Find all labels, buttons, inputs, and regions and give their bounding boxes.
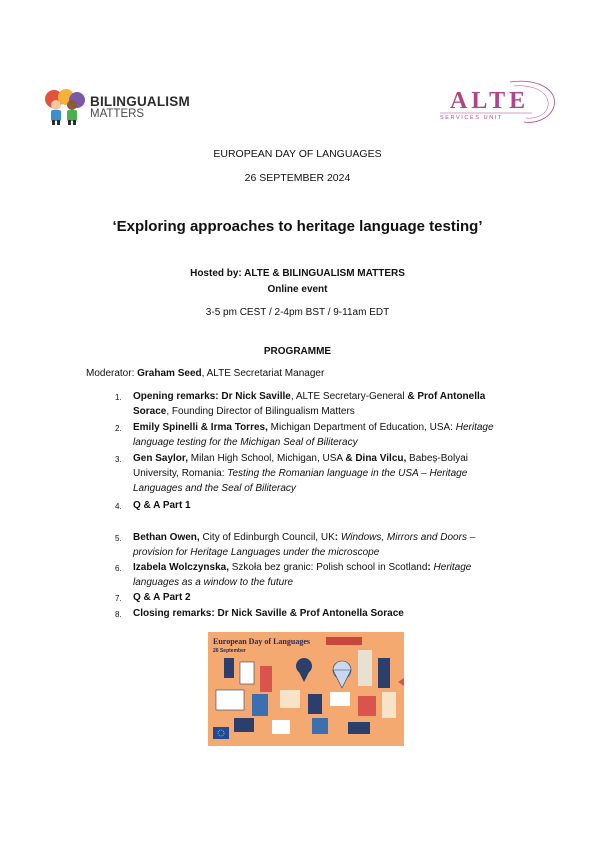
talk-title: languages as a window to the future	[133, 577, 294, 588]
moderator-name: Graham Seed	[137, 368, 202, 379]
speaker-name: Emily Spinelli & Irma Torres,	[133, 422, 268, 433]
banner-title: European Day of Languages	[213, 637, 310, 646]
banner-date: 26 September	[213, 648, 246, 654]
moderator-line	[86, 368, 324, 379]
event-times: 3-5 pm CEST / 2-4pm BST / 9-11am EDT	[205, 307, 390, 318]
european-day-of-languages-banner	[208, 632, 404, 746]
item-number: 3.	[115, 455, 122, 464]
talk-title: language testing for the Michigan Seal of Biliteracy	[133, 437, 358, 448]
speaker-affiliation: Michigan Department of Education, USA:	[267, 422, 456, 433]
talk-title: Windows, Mirrors and Doors –	[338, 532, 476, 543]
programme-heading: PROGRAMME	[263, 346, 332, 357]
event-type: Online event	[267, 284, 328, 295]
banner-illustration	[208, 632, 404, 746]
speaker-affiliation: City of Edinburgh Council, UK	[199, 532, 335, 543]
alte-logo-subtitle: SERVICES UNIT	[440, 115, 503, 121]
speaker-affiliation: University, Romania:	[133, 468, 228, 479]
speaker-name: Opening remarks: Dr Nick Saville	[133, 391, 291, 402]
item-number: 4.	[115, 502, 122, 511]
item-number: 8.	[115, 610, 122, 619]
session-title: Closing remarks: Dr Nick Saville & Prof Antonella Sorace	[133, 608, 404, 619]
speaker-affiliation: Milan High School, Michigan, USA	[188, 453, 346, 464]
session-title: Q & A Part 2	[133, 592, 191, 603]
speaker-name: & Dina Vilcu,	[345, 453, 407, 464]
item-number: 7.	[115, 594, 122, 603]
speaker-name: & Prof Antonella	[407, 391, 486, 402]
page-title: ‘Exploring approaches to heritage language testing’	[112, 218, 483, 235]
speaker-affiliation: Szkoła bez granic: Polish school in Scotland	[228, 562, 428, 573]
bilingualism-logo-line1: BILINGUALISM	[90, 94, 190, 109]
speaker-name: Bethan Owen,	[133, 532, 200, 543]
item-number: 6.	[115, 564, 122, 573]
talk-title: Heritage	[455, 422, 494, 433]
bilingualism-logo-line2: MATTERS	[90, 108, 145, 120]
item-number: 1.	[115, 393, 122, 402]
talk-title: Heritage	[430, 562, 472, 573]
talk-title: provision for Heritage Languages under the microscope	[133, 547, 380, 558]
alte-logo	[432, 76, 560, 128]
hosted-by: Hosted by: ALTE & BILINGUALISM MATTERS	[190, 268, 405, 279]
alte-logo-wordmark: ALTE	[450, 88, 530, 114]
speaker-name: Izabela Wolczynska,	[133, 562, 229, 573]
moderator-role: , ALTE Secretariat Manager	[201, 368, 325, 379]
bilingualism-matters-logo	[42, 89, 190, 125]
separator: :	[334, 532, 339, 543]
speaker-affiliation: , Founding Director of Bilingualism Matters	[166, 406, 355, 417]
bilingualism-matters-logo-icon	[42, 89, 92, 125]
speaker-affiliation: Babeș-Bolyai	[406, 453, 468, 464]
session-title: Q & A Part 1	[133, 500, 191, 511]
event-date: 26 SEPTEMBER 2024	[244, 172, 351, 184]
speaker-name: Gen Saylor,	[133, 453, 189, 464]
speaker-name: Sorace	[133, 406, 167, 417]
speaker-affiliation: , ALTE Secretary-General	[290, 391, 408, 402]
talk-title: Testing the Romanian language in the USA – Heritage	[227, 468, 468, 479]
event-name: EUROPEAN DAY OF LANGUAGES	[213, 148, 382, 160]
item-number: 2.	[115, 424, 122, 433]
separator: :	[427, 562, 431, 573]
moderator-label: Moderator:	[86, 368, 138, 379]
talk-title: Languages and the Seal of Biliteracy	[133, 483, 296, 494]
item-number: 5.	[115, 534, 122, 543]
